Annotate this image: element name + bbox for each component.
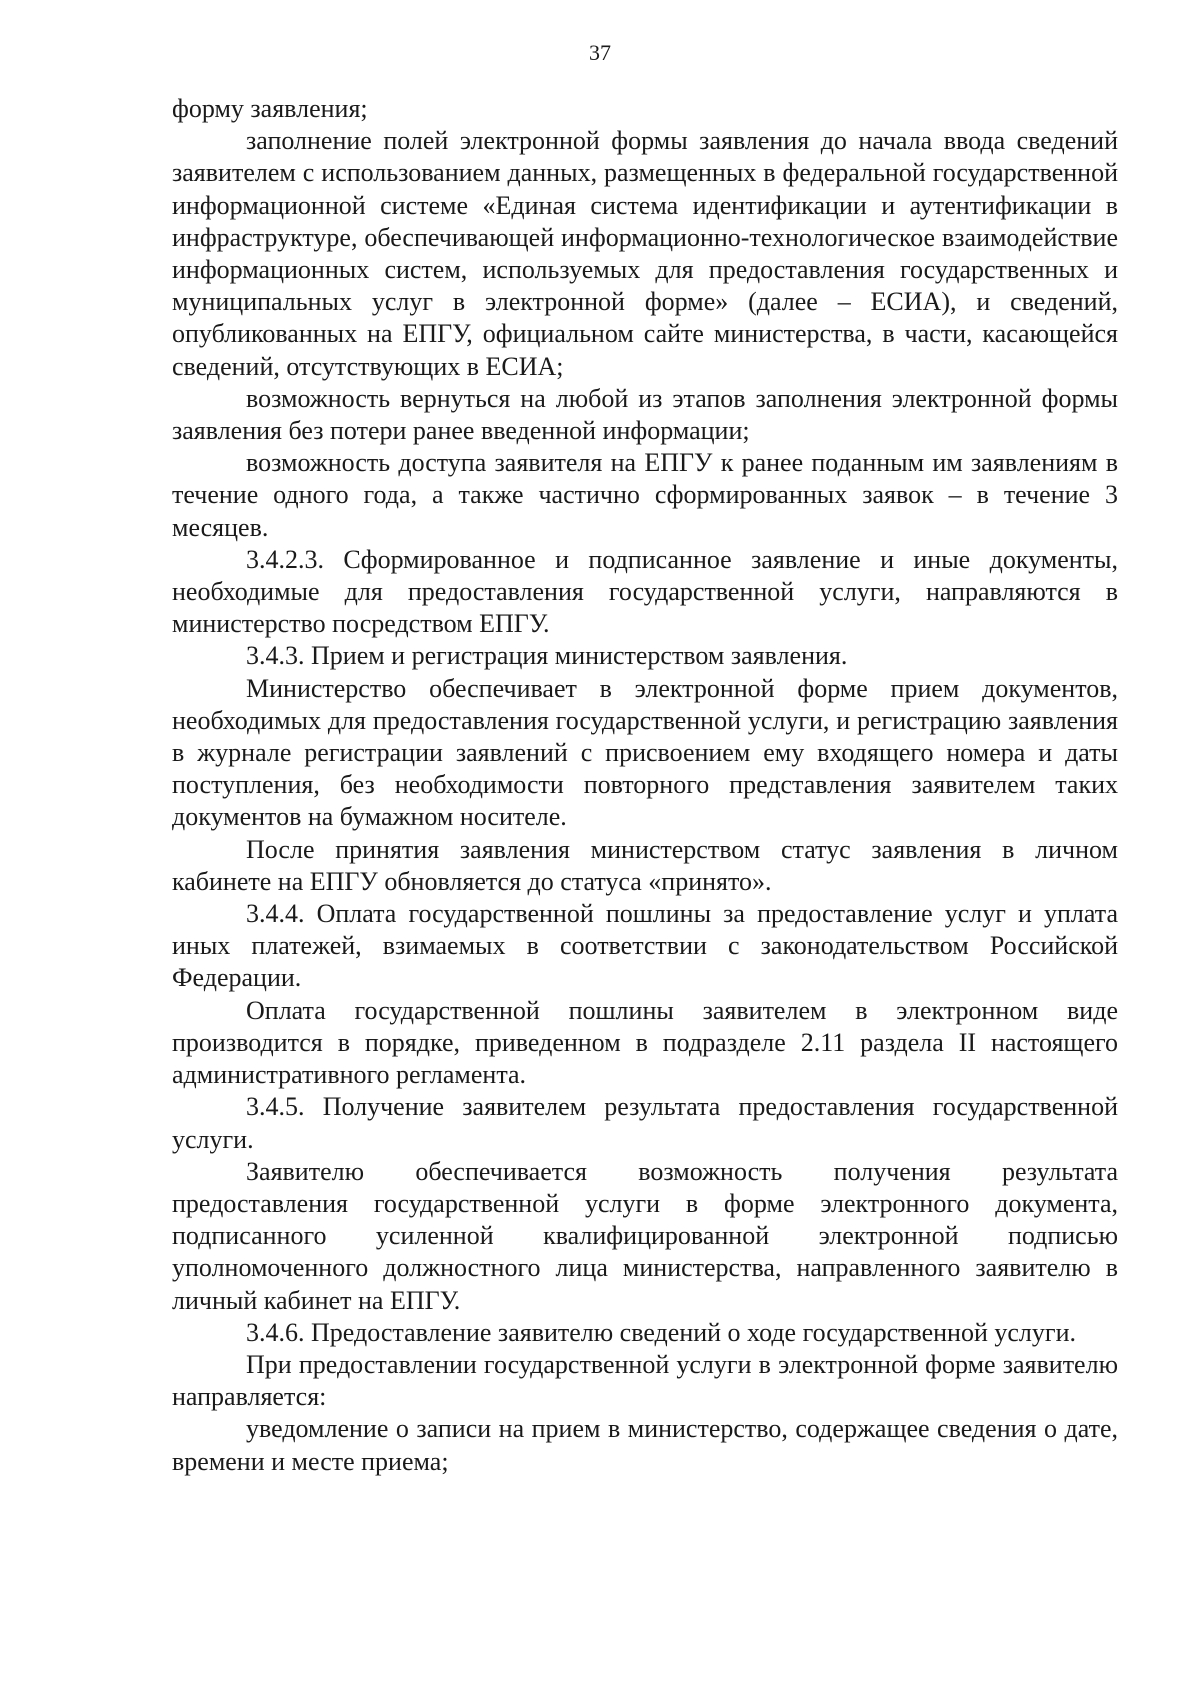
paragraph: возможность доступа заявителя на ЕПГУ к ранее поданным им заявлениям в течение одного года, а также частично сформированных заявок – в течение 3 месяцев. — [172, 448, 1118, 542]
paragraph: форму заявления; — [172, 94, 368, 123]
page-number: 37 — [589, 40, 611, 65]
paragraph: 3.4.6. Предоставление заявителю сведений о ходе государственной услуги. — [246, 1317, 1076, 1347]
paragraph: возможность вернуться на любой из этапов заполнения электронной формы заявления без потери ранее введенной информации; — [172, 383, 1118, 446]
paragraph: Министерство обеспечивает в электронной форме прием документов, необходимых для предоставления государственной услуги, и регистрацию заявления в журнале регистрации заявлений с присвоением ему входящего номера и даты поступления, без необходимости повторного представления заявителем таких документов на бумажном носителе. — [172, 673, 1118, 832]
paragraph: 3.4.4. Оплата государственной пошлины за предоставление услуг и уплата иных платежей, взимаемых в соответствии с законодательством Российской Федерации. — [172, 899, 1118, 993]
paragraph: После принятия заявления министерством статус заявления в личном кабинете на ЕПГУ обновляется до статуса «принято». — [172, 834, 1118, 896]
paragraph: Оплата государственной пошлины заявителем в электронном виде производится в порядке, приведенном в подразделе 2.11 раздела II настоящего административного регламента. — [172, 995, 1118, 1090]
paragraph: Заявителю обеспечивается возможность получения результата предоставления государственной услуги в форме электронного документа, подписанного усиленной квалифицированной электронной подписью уполномоченного должностного лица министерства, направленного заявителю в личный кабинет на ЕПГУ. — [172, 1156, 1118, 1315]
document-body — [172, 93, 1118, 1478]
paragraph: При предоставлении государственной услуги в электронной форме заявителю направляется: — [172, 1349, 1118, 1412]
paragraph: 3.4.5. Получение заявителем результата предоставления государственной услуги. — [172, 1092, 1118, 1154]
paragraph: заполнение полей электронной формы заявления до начала ввода сведений заявителем с использованием данных, размещенных в федеральной государственной информационной системе «Единая система идентификации и аутентификации в инфраструктуре, обеспечивающей информационно-технологическое взаимодействие информационных систем, используемых для предоставления государственных и муниципальных услуг в электронной форме» (далее – ЕСИА), и сведений, опубликованных на ЕПГУ, официальном сайте министерства, в части, касающейся сведений, отсутствующих в ЕСИА; — [172, 126, 1118, 381]
paragraph: 3.4.2.3. Сформированное и подписанное заявление и иные документы, необходимые для предоставления государственной услуги, направляются в министерство посредством ЕПГУ. — [172, 544, 1118, 639]
paragraph: 3.4.3. Прием и регистрация министерством заявления. — [246, 641, 848, 671]
paragraph: уведомление о записи на прием в министерство, содержащее сведения о дате, времени и месте приема; — [172, 1414, 1118, 1476]
